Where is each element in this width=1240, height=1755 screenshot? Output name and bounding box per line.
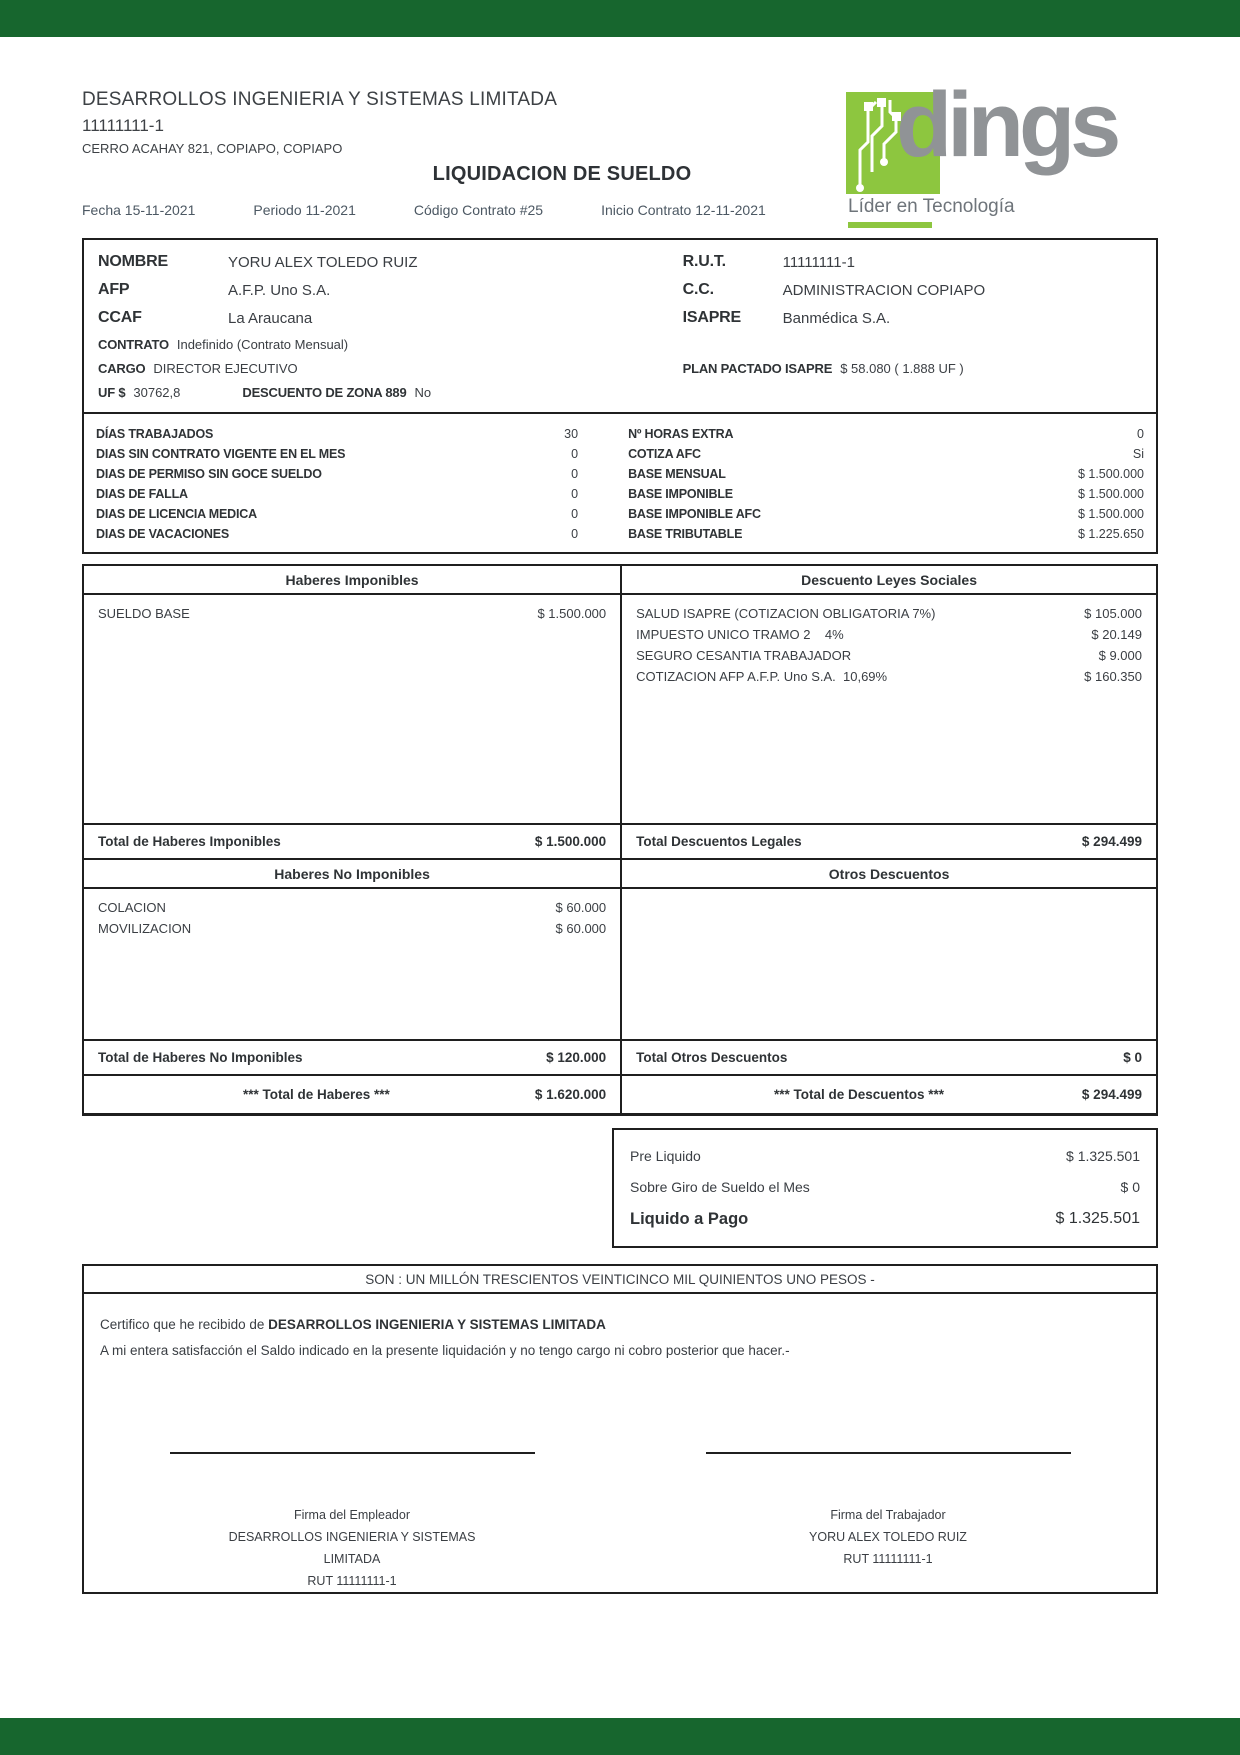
bases-summary (578, 424, 1144, 542)
section-title-haberes-no-imponibles: Haberes No Imponibles (84, 860, 622, 887)
logo-wordmark: dings (896, 74, 1117, 176)
field-afp: AFP A.F.P. Uno S.A. (98, 281, 331, 299)
summary-row: BASE TRIBUTABLE $ 1.225.650 (628, 527, 1144, 541)
company-logo (846, 74, 1158, 240)
total-descuentos-legales: Total Descuentos Legales $ 294.499 (636, 834, 1142, 849)
summary-row: Nº HORAS EXTRA 0 (628, 427, 1144, 441)
section-total-row (84, 1039, 1156, 1074)
amount-in-words: SON : UN MILLÓN TRESCIENTOS VEINTICINCO MIL QUINIENTOS UNO PESOS - (365, 1271, 875, 1287)
summary-row: DIAS DE VACACIONES 0 (96, 527, 579, 541)
haberes-imponibles-section (82, 564, 1158, 860)
employer-signature-line (170, 1452, 535, 1454)
summary-row: DIAS DE PERMISO SIN GOCE SUELDO 0 (96, 467, 579, 481)
descuentos-legales-items (622, 595, 1156, 823)
item-row: COTIZACION AFP A.F.P. Uno S.A. 10,69% $ 160.350 (636, 669, 1142, 684)
certification-box (82, 1292, 1158, 1594)
section-title-haberes-imponibles: Haberes Imponibles (84, 566, 622, 593)
total-haberes-imponibles: Total de Haberes Imponibles $ 1.500.000 (84, 825, 622, 858)
header (82, 37, 1158, 218)
section-body (84, 595, 1156, 823)
worker-signature (620, 1452, 1156, 1592)
employee-info-left (98, 248, 683, 406)
certification-line-2: A mi entera satisfacción el Saldo indicado en la presente liquidación y no tengo cargo ni cobro posterior que hacer.- (100, 1343, 790, 1358)
meta-codigo-contrato: Código Contrato #25 (413, 202, 544, 218)
logo-underline (848, 222, 932, 228)
field-plan-isapre: PLAN PACTADO ISAPRE $ 58.080 ( 1.888 UF ) (682, 360, 964, 376)
total-otros-descuentos: Total Otros Descuentos $ 0 (636, 1050, 1142, 1065)
summary-row: DÍAS TRABAJADOS 30 (96, 427, 579, 441)
field-nombre: NOMBRE YORU ALEX TOLEDO RUIZ (98, 253, 418, 271)
item-row: SEGURO CESANTIA TRABAJADOR $ 9.000 (636, 648, 1142, 663)
meta-fecha: Fecha 15-11-2021 (82, 202, 196, 218)
field-contrato: CONTRATO Indefinido (Contrato Mensual) (98, 336, 349, 352)
item-row: IMPUESTO UNICO TRAMO 2 4% $ 20.149 (636, 627, 1142, 642)
item-row: COLACION $ 60.000 (98, 900, 607, 915)
section-title-descuento-leyes: Descuento Leyes Sociales (801, 572, 977, 588)
summary-row: DIAS DE LICENCIA MEDICA 0 (96, 507, 579, 521)
field-ccaf: CCAF La Araucana (98, 309, 313, 327)
haberes-no-imponibles-section (82, 858, 1158, 1076)
grand-total-haberes: *** Total de Haberes *** $ 1.620.000 (84, 1076, 622, 1113)
field-cargo: CARGO DIRECTOR EJECUTIVO (98, 360, 298, 376)
meta-periodo: Periodo 11-2021 (253, 202, 356, 218)
sobre-giro-row: Sobre Giro de Sueldo el Mes $ 0 (630, 1178, 1140, 1195)
field-uf-zona: UF $ 30762,8 DESCUENTO DE ZONA 889 No (98, 384, 432, 400)
days-summary (96, 424, 578, 542)
otros-descuentos-items (622, 889, 1156, 1039)
employer-signature-text: Firma del Empleador DESARROLLOS INGENIERIA Y SISTEMAS LIMITADA RUT 11111111-1 (228, 1508, 476, 1588)
field-rut: R.U.T. 11111111-1 (682, 253, 855, 271)
section-title-otros-descuentos: Otros Descuentos (828, 866, 950, 882)
settlement-box (612, 1128, 1158, 1248)
certification-line-1: Certifico que he recibido de DESARROLLOS INGENIERIA Y SISTEMAS LIMITADA (100, 1317, 606, 1332)
liquido-a-pago-row: Liquido a Pago $ 1.325.501 (630, 1209, 1140, 1228)
grand-total-descuentos: *** Total de Descuentos *** $ 294.499 (774, 1087, 1142, 1102)
summary-row: BASE MENSUAL $ 1.500.000 (628, 467, 1144, 481)
employee-info-box (82, 238, 1158, 414)
total-haberes-no-imponibles: Total de Haberes No Imponibles $ 120.000 (84, 1041, 622, 1074)
pre-liquido-row: Pre Liquido $ 1.325.501 (630, 1147, 1140, 1164)
section-header (84, 566, 1156, 595)
meta-inicio-contrato: Inicio Contrato 12-11-2021 (601, 202, 766, 218)
company-address: CERRO ACAHAY 821, COPIAPO, COPIAPO (82, 141, 343, 156)
haberes-imponibles-items (84, 595, 622, 823)
top-green-bar (0, 0, 1240, 37)
employee-info-right (683, 248, 1142, 406)
summary-row: BASE IMPONIBLE $ 1.500.000 (628, 487, 1144, 501)
summary-row: DIAS DE FALLA 0 (96, 487, 579, 501)
company-name: DESARROLLOS INGENIERIA Y SISTEMAS LIMITADA (82, 89, 558, 110)
signature-area (84, 1452, 1156, 1592)
employer-signature (84, 1452, 620, 1592)
item-row: SUELDO BASE $ 1.500.000 (98, 606, 607, 621)
field-cc: C.C. ADMINISTRACION COPIAPO (682, 281, 986, 299)
item-row: SALUD ISAPRE (COTIZACION OBLIGATORIA 7%) $ 105.000 (636, 606, 1142, 621)
grand-totals-row (82, 1074, 1158, 1116)
haberes-no-imponibles-items (84, 889, 622, 1039)
summary-row: DIAS SIN CONTRATO VIGENTE EN EL MES 0 (96, 447, 579, 461)
certification-company: DESARROLLOS INGENIERIA Y SISTEMAS LIMITADA (268, 1317, 606, 1332)
section-body (84, 889, 1156, 1039)
field-isapre: ISAPRE Banmédica S.A. (682, 309, 891, 327)
page-content (82, 37, 1158, 1594)
worker-signature-text: Firma del Trabajador YORU ALEX TOLEDO RUIZ RUT 11111111-1 (809, 1508, 967, 1566)
bottom-green-bar (0, 1718, 1240, 1755)
document-title: LIQUIDACION DE SUELDO (432, 163, 692, 185)
summary-row: BASE IMPONIBLE AFC $ 1.500.000 (628, 507, 1144, 521)
section-total-row (84, 823, 1156, 858)
item-row: MOVILIZACION $ 60.000 (98, 921, 607, 936)
amount-in-words-box (82, 1264, 1158, 1294)
worker-signature-line (706, 1452, 1071, 1454)
company-rut: 11111111-1 (82, 116, 164, 135)
period-summary-box (82, 412, 1158, 554)
section-header (84, 860, 1156, 889)
summary-row: COTIZA AFC Si (628, 447, 1144, 461)
logo-tagline: Líder en Tecnología (848, 196, 1015, 217)
